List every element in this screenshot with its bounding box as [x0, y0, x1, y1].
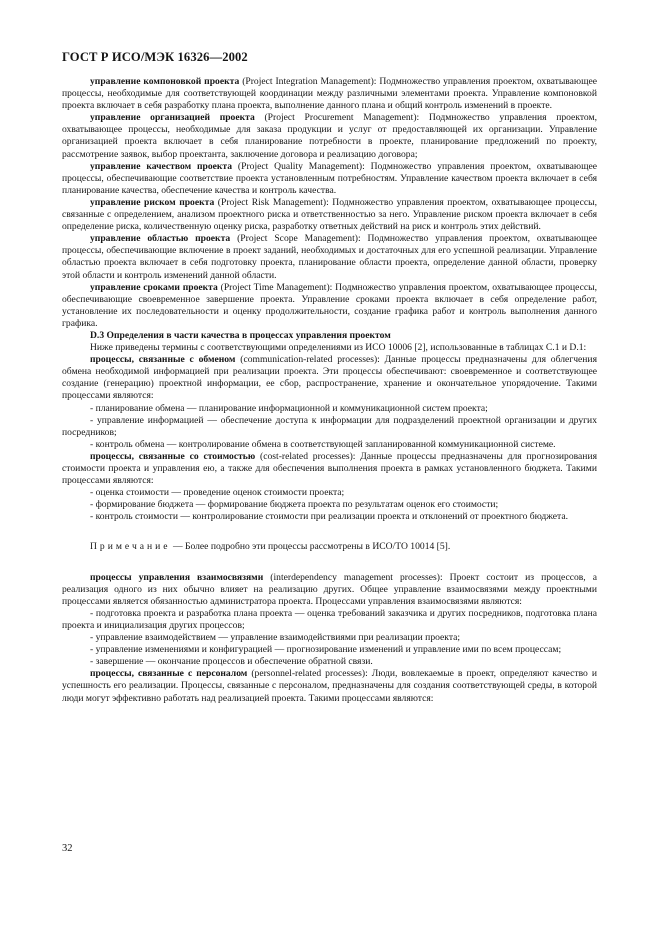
note-label: Примечание: [90, 541, 171, 553]
definition-text: (interdependency management processes): Проект состоит из процессов, а реализация одного из них обычно влияет на реализацию других. Общее управление взаимосвязями между проектными процессами является обязанностью администратора проекта. Процессами управления взаимосвязями являются:: [62, 571, 597, 607]
definition-text: (Project Integration Management): Подмножество управления проектом, охватывающее процессы, необходимые для соответствующей координации между различными элементами проекта. Управление компоновкой проекта включает в себя разработку плана проекта, выполнение данного плана и общий контроль изменений в проекте.: [62, 76, 597, 112]
list-item: - управление изменениями и конфигурацией — прогнозирование изменений и управление ими по всем процессам;: [90, 644, 562, 656]
definition-scope: [62, 233, 597, 281]
definition-text: (Project Procurement Management): Подмножество управления проектом, охватывающее процессы, необходимые для заказа продукции и услуг от предоставляющей их организации. Управление организацией проекта включает в себя планирование потребности в проекте, планирование предложений по проекту, рассмотрение заявок, выбор проектанта, заключение договора и реализацию договора;: [62, 112, 598, 160]
definition-text: (personnel-related processes): Люди, вовлекаемые в проект, определяют качество и успешность его реализации. Процессы, связанные с персоналом, предназначены для создания соответствующей среды, в которой люди могут эффективно работать над реализацией проекта. Такими процессами являются:: [62, 668, 598, 704]
list-item: - завершение — окончание процессов и обеспечение обратной связи.: [90, 656, 373, 668]
definition-text: (communication-related processes): Данные процессы предназначены для облегчения обмена необходимой информацией при реализации проекта. Эти процессы обеспечивают: своевременное и соответствующее создание (генерацию) проектной информации, ее сбор, распространение, хранение и окончательное упорядочение. Такими процессами являются:: [62, 354, 597, 402]
intro-paragraph: Ниже приведены термины с соответствующими определениями из ИСО 10006 [2], использованные в таблицах С.1 и D.1:: [90, 342, 587, 354]
term: процессы, связанные с персоналом: [90, 668, 248, 680]
list-item: - формирование бюджета — формирование бюджета проекта по результатам оценок его стоимости;: [90, 499, 499, 511]
term: процессы, связанные со стоимостью: [90, 450, 256, 462]
definition-text: (Project Risk Management): Подмножество управления проектом, охватывающее процессы, связанные с определением, анализом проектного риска и ответственностью за него. Управление риском проекта включает в себя определение риска, количественную оценку риска, разработку ответных действий на риск и контроль этих действий.: [62, 196, 597, 233]
term: управление организацией проекта: [90, 112, 255, 124]
definition-procurement: [62, 112, 597, 160]
definition-risk: [62, 197, 597, 233]
definition-text: (cost-related processes): Данные процессы предназначены для прогнозирования стоимости проекта и управления ею, а также для обеспечения выполнения проекта в рамках установленного бюджета. Такими процессами являются:: [62, 450, 597, 487]
note-text: — Более подробно эти процессы рассмотрены в ИСО/ТО 10014 [5].: [170, 541, 451, 553]
term: управление компоновкой проекта: [90, 76, 240, 87]
definition-communication: [62, 354, 597, 402]
definition-quality: [62, 161, 597, 197]
definition-text: (Project Scope Management): Подмножество управления проектом, охватывающее процессы, обеспечивающие включение в проект заданий, необходимых и достаточных для его успешной реализации. Управление областью проекта включает в себя подготовку проекта, планирование области проекта, определение данной области, проверку этой области и контроль изменений данной области.: [62, 233, 597, 281]
definition-cost: [62, 451, 597, 487]
list-item: - управление информацией — обеспечение доступа к информации для подразделений проектной организации и других посредников;: [62, 414, 597, 438]
note: [62, 541, 597, 553]
list-item: - контроль стоимости — контролирование стоимости при реализации проекта и отклонений от проектного бюджета.: [90, 511, 568, 523]
term: процессы, связанные с обменом: [90, 354, 236, 366]
document-body: [62, 76, 597, 705]
list-item: - контроль обмена — контролирование обмена в соответствующей запланированной коммуникационной системе.: [90, 438, 556, 450]
list-item: - оценка стоимости — проведение оценок стоимости проекта;: [90, 487, 345, 499]
definition-integration: [62, 76, 597, 112]
term: управление сроками проекта: [90, 281, 218, 293]
definition-time: [62, 282, 597, 330]
term: управление областью проекта: [90, 233, 231, 245]
definition-interdependency: [62, 572, 597, 608]
term: процессы управления взаимосвязями: [90, 571, 264, 583]
page-header-title: ГОСТ Р ИСО/МЭК 16326—2002: [62, 50, 248, 64]
definition-text: (Project Time Management): Подмножество управления проектом, охватывающее процессы, обеспечивающие своевременное завершение проекта. Управление сроками проекта включает в себя определение работ, установление их последовательности и оценку продолжительности, создание графика работ и контроль выполнения данного графика.: [62, 281, 597, 329]
definition-personnel: [62, 668, 597, 704]
term: управление качеством проекта: [90, 160, 233, 172]
list-item: - управление взаимодействием — управление взаимодействиями при реализации проекта;: [90, 632, 461, 644]
list-item: - планирование обмена — планирование информационной и коммуникационной систем проекта;: [90, 402, 488, 414]
list-item: - подготовка проекта и разработка плана проекта — оценка требований заказчика и других посредников, подготовка плана проекта и инициализация других процессов;: [62, 607, 597, 631]
page-number: 32: [62, 843, 73, 854]
term: управление риском проекта: [90, 196, 215, 208]
definition-text: (Project Quality Management): Подмножество управления проектом, охватывающее процессы, обеспечивающие соответствие проекта установленным потребностям. Управление качеством проекта включает в себя планирование качества, обеспечение качества и контроль качества.: [62, 160, 597, 196]
section-heading: D.3 Определения в части качества в процессах управления проектом: [90, 329, 391, 341]
